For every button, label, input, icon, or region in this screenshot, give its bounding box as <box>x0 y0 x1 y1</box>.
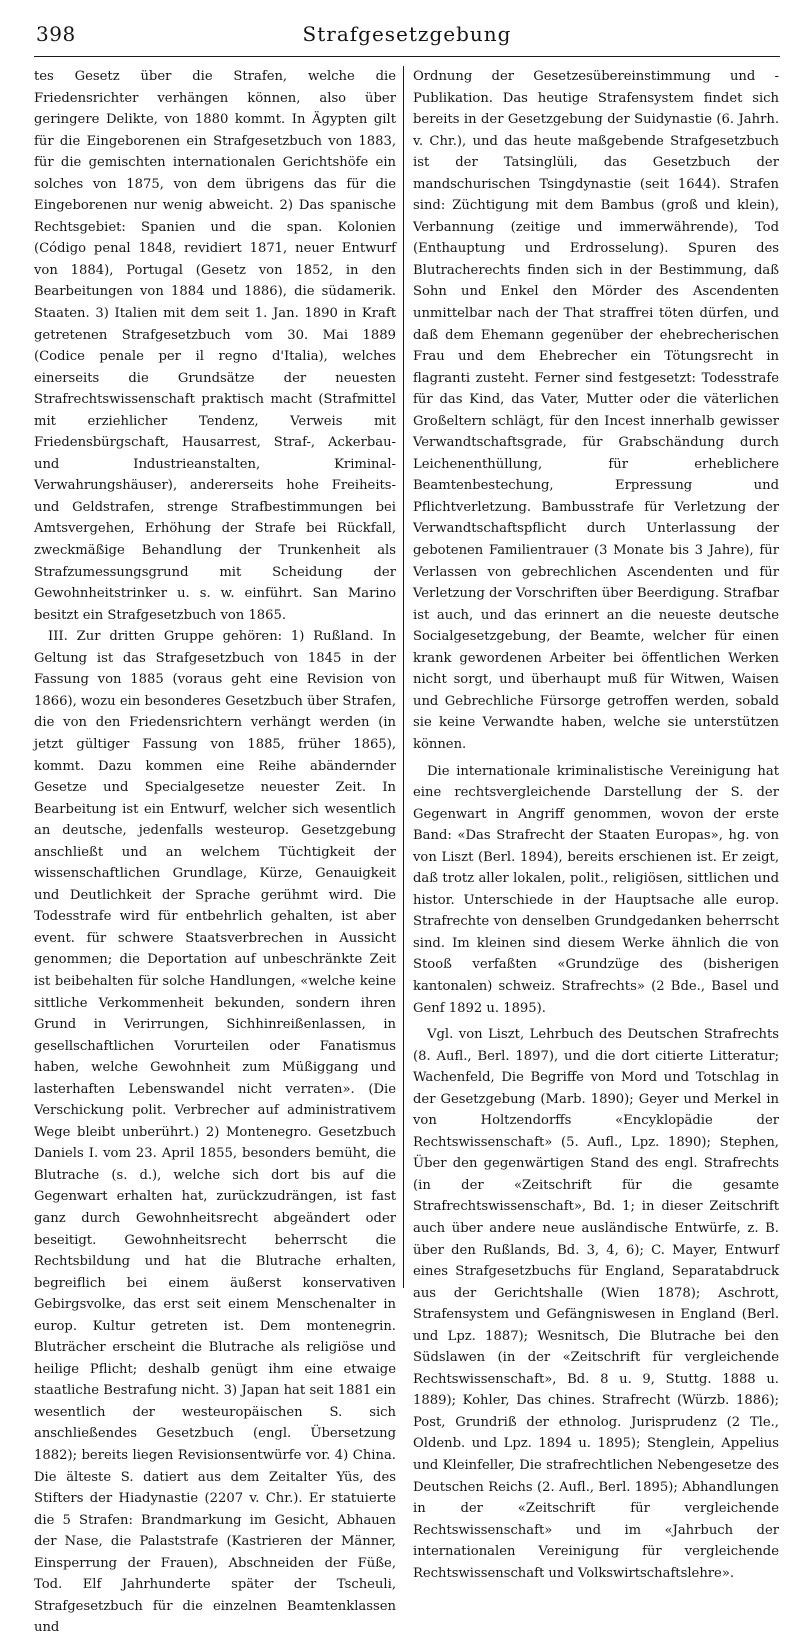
right-paragraph-3: Vgl. von Liszt, Lehrbuch des Deutschen Strafrechts (8. Aufl., Berl. 1897), und die dort citierte Litteratur; Wachenfeld, Die Begriffe von Mord und Totschlag in der Gesetzgebung (Marb. 1890); Geyer und Merkel in von Holtzendorffs «Encyklopädie der Rechtswissenschaft» (5. Aufl., Lpz. 1890); Stephen, Über den gegenwärtigen Stand des engl. Strafrechts (in der «Zeitschrift für die gesamte Strafrechtswissenschaft», Bd. 1; in dieser Zeitschrift auch über andere neue ausländische Entwürfe, z. B. über den Rußlands, Bd. 3, 4, 6); C. Mayer, Entwurf eines Strafgesetzbuchs für England, Separatabdruck aus der Gerichtshalle (Wien 1878); Aschrott, Strafensystem und Gefängniswesen in England (Berl. und Lpz. 1887); Wesnitsch, Die Blutrache bei den Südslawen (in der «Zeitschrift für vergleichende Rechtswissenschaft», Bd. 8 u. 9, Stuttg. 1888 u. 1889); Kohler, Das chines. Strafrecht (Würzb. 1886); Post, Grundriß der ethnolog. Jurisprudenz (2 Tle., Oldenb. und Lpz. 1894 u. 1895); Stenglein, Appelius und Kleinfeller, Die strafrechtlichen Nebengesetze des Deutschen Reichs (2. Aufl., Berl. 1895); Abhandlungen in der «Zeitschrift für vergleichende Rechtswissenschaft» und im «Jahrbuch der internationalen Vereinigung für vergleichende Rechtswissenschaft und Volkswirtschaftslehre». <box>413 1027 779 1581</box>
left-paragraph-2: III. Zur dritten Gruppe gehören: 1) Rußland. In Geltung ist das Strafgesetzbuch von 1845 in der Fassung von 1885 (voraus geht eine Revision von 1866), wozu ein besonderes Gesetzbuch über Strafen, die von den Friedensrichtern verhängt werden (in jetzt gültiger Fassung von 1885, früher 1865), kommt. Dazu kommen eine Reihe abändernder Gesetze und Specialgesetze neuester Zeit. In Bearbeitung ist ein Entwurf, welcher sich wesentlich an deutsche, jedenfalls westeurop. Gesetzgebung anschließt und an welchem Tüchtigkeit der wissenschaftlichen Grundlage, Kürze, Genauigkeit und Deutlichkeit der Sprache gerühmt wird. Die Todesstrafe wird für entbehrlich gehalten, ist aber event. für schwere Staatsverbrechen in Aussicht genommen; die Deportation auf unbeschränkte Zeit ist beibehalten für solche Handlungen, «welche keine sittliche Verkommenheit bekunden, sondern ihren Grund in Verirrungen, Sichhinreißenlassen, in gesellschaftlichen Vorurteilen oder Fanatismus haben, welche Gewohnheit zum Müßiggang und lasterhaften Lebenswandel nicht verraten». (Die Verschickung polit. Verbrecher auf administrativem Wege bleibt unberührt.) 2) Montenegro. Gesetzbuch Daniels I. vom 23. April 1855, besonders bemüht, die Blutrache (s. d.), welche sich dort bis auf die Gegenwart erhalten hat, zurückzudrängen, ist fast ganz durch Gewohnheitsrecht abgeändert oder beseitigt. Gewohnheitsrecht beherrscht die Rechtsbildung und hat die Blutrache erhalten, begreiflich bei einem äußerst konservativen Gebirgsvolke, das erst seit einem Menschenalter in europ. Kultur getreten ist. Dem montenegrin. Bluträcher erscheint die Blutrache als religiöse und heilige Pflicht; deshalb genügt ihm eine etwaige staatliche Bestrafung nicht. 3) Japan hat seit 1881 ein wesentlich der westeuropäischen S. sich anschließendes Gesetzbuch (engl. Übersetzung 1882); bereits liegen Revisionsentwürfe vor. 4) China. Die älteste S. datiert aus dem Zeitalter Yüs, des Stifters der Hiadynastie (2207 v. Chr.). Er statuierte die 5 Strafen: Brandmarkung im Gesicht, Abhauen der Nase, die Palaststrafe (Kastrieren der Männer, Einsperrung der Frauen), Abschneiden der Füße, Tod. Elf Jahrhunderte später der Tscheuli, Strafgesetzbuch für die einzelnen Beamtenklassen und <box>34 629 396 1636</box>
right-paragraph-2: Die internationale kriminalistische Vereinigung hat eine rechtsvergleichende Darstellung der S. der Gegenwart in Angriff genommen, wovon der erste Band: «Das Strafrecht der Staaten Europas», hg. von von Liszt (Berl. 1894), bereits erschienen ist. Er zeigt, daß trotz aller lokalen, polit., religiösen, sittlichen und histor. Unterschiede in der Hauptsache alle europ. Strafrechte von denselben Grundgedanken beherrscht sind. Im kleinen sind diesem Werke ähnlich die von Stooß verfaßten «Grundzüge des (bisherigen kantonalen) schweiz. Strafrechts» (2 Bde., Basel und Genf 1892 u. 1895). <box>413 763 779 1016</box>
running-head: Strafgesetzgebung <box>302 22 512 46</box>
page-number: 398 <box>36 22 76 46</box>
left-paragraph-1: tes Gesetz über die Strafen, welche die Friedensrichter verhängen können, also über geringere Delikte, von 1880 kommt. In Ägypten gilt für die Eingeborenen ein Strafgesetzbuch von 1883, für die gemischten internationalen Gerichtshöfe ein solches von 1875, von dem übrigens das für die Eingeborenen nur wenig abweicht. 2) Das spanische Rechtsgebiet: Spanien und die span. Kolonien (Código penal 1848, revidiert 1871, neuer Entwurf von 1884), Portugal (Gesetz von 1852, in den Bearbeitungen von 1884 und 1886), die südamerik. Staaten. 3) Italien mit dem seit 1. Jan. 1890 in Kraft getretenen Strafgesetzbuch vom 30. Mai 1889 (Codice penale per il regno d'Italia), welches einerseits die Grundsätze der neuesten Strafrechtswissenschaft praktisch macht (Strafmittel mit erziehlicher Tendenz, Verweis mit Friedensbürgschaft, Hausarrest, Straf-, Ackerbau- und Industrieanstalten, Kriminal-Verwahrungshäuser), andererseits hohe Freiheits- und Geldstrafen, strenge Strafbestimmungen bei Amtsvergehen, Erhöhung der Strafe bei Rückfall, zweckmäßige Behandlung der Trunkenheit als Strafzumessungsgrund mit Scheidung der Gewohnheitstrinker u. s. w. einführt. San Marino besitzt ein Strafgesetzbuch von 1865. <box>34 69 396 623</box>
page-header <box>34 10 780 57</box>
left-column <box>34 66 396 1636</box>
right-paragraph-1: Ordnung der Gesetzesübereinstimmung und -Publikation. Das heutige Strafensystem findet sich bereits in der Gesetzgebung der Suidynastie (6. Jahrh. v. Chr.), und das heute maßgebende Strafgesetzbuch ist der Tatsinglüli, das Gesetzbuch der mandschurischen Tsingdynastie (seit 1644). Strafen sind: Züchtigung mit dem Bambus (groß und klein), Verbannung (zeitige und immerwährende), Tod (Enthauptung und Erdrosselung). Spuren des Blutracherechts finden sich in der Bestimmung, daß Sohn und Enkel den Mörder des Ascendenten unmittelbar nach der That straffrei töten dürfen, und daß dem Ehemann gegenüber der ehebrecherischen Frau und dem Ehebrecher ein Tötungsrecht in flagranti zusteht. Ferner sind festgesetzt: Todesstrafe für das Kind, das Vater, Mutter oder die väterlichen Großeltern schlägt, für den Incest innerhalb gewisser Verwandtschaftsgrade, für Grabschändung durch Leichenenthüllung, für erheblichere Beamtenbestechung, Erpressung und Pflichtverletzung. Bambusstrafe für Verletzung der Verwandtschaftspflicht durch Unterlassung der gebotenen Familientrauer (3 Monate bis 3 Jahre), für Verlassen von gebrechlichen Ascendenten und für Verletzung der Vorschriften über Beerdigung. Strafbar ist auch, und das erinnert an die neueste deutsche Socialgesetzgebung, der Beamte, welcher für einen krank gewordenen Arbeiter bei öffentlichen Werken nicht sorgt, und überhaupt muß für Witwen, Waisen und Gebrechliche Fürsorge getroffen werden, sobald sie keine Verwandte haben, welche sie unterstützen können. <box>413 69 779 752</box>
column-divider <box>403 66 404 1288</box>
right-column <box>413 66 779 1581</box>
